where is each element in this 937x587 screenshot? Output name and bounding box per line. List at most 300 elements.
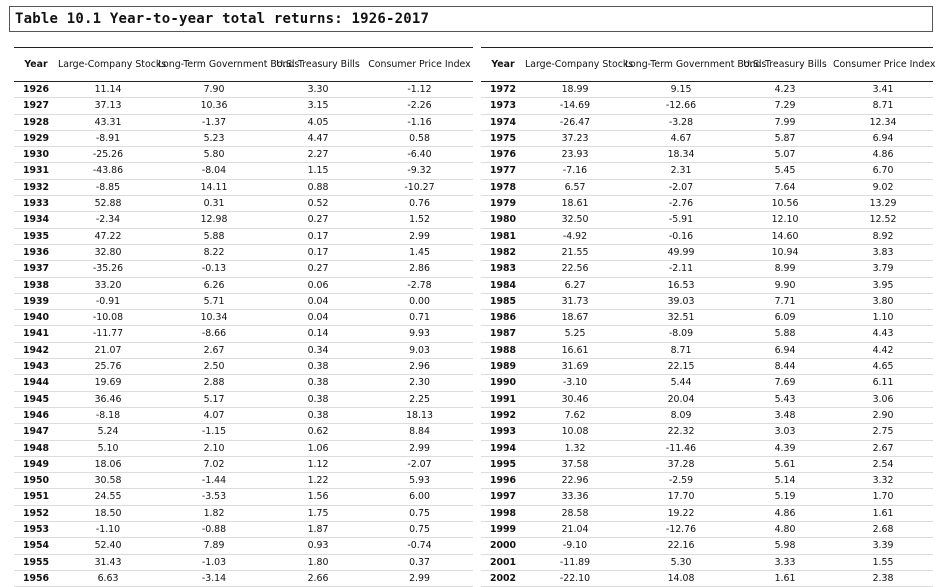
- long-term-bonds-cell: -1.15: [201, 426, 227, 438]
- year-cell: 1926: [22, 84, 50, 95]
- table-row: [481, 554, 933, 570]
- long-term-bonds-cell: 8.09: [670, 409, 692, 421]
- large-company-stocks-cell: 22.96: [561, 475, 589, 487]
- cpi-cell: -10.27: [404, 181, 435, 193]
- long-term-bonds-cell: 37.28: [667, 458, 695, 470]
- header-row: [481, 48, 933, 82]
- cpi-cell: 6.70: [872, 165, 894, 177]
- large-company-stocks-cell: 30.46: [561, 393, 589, 405]
- long-term-bonds-cell: 20.04: [667, 393, 695, 405]
- cpi-cell: -9.32: [407, 165, 432, 177]
- year-cell: 1998: [489, 507, 517, 519]
- large-company-stocks-cell: 22.56: [561, 263, 589, 275]
- long-term-bonds-cell: 22.16: [667, 540, 695, 552]
- table-row: [14, 163, 473, 179]
- table-row: [481, 163, 933, 179]
- long-term-bonds-cell: 5.17: [203, 393, 225, 405]
- large-company-stocks-cell: 36.46: [94, 393, 122, 405]
- year-cell: 1928: [22, 116, 50, 128]
- year-cell: 1978: [489, 181, 517, 193]
- treasury-bills-cell: 0.27: [307, 263, 329, 275]
- cpi-cell: 13.29: [869, 198, 897, 210]
- large-company-stocks-cell: -14.69: [559, 100, 591, 112]
- treasury-bills-cell: 10.94: [771, 246, 799, 258]
- treasury-bills-cell: 5.19: [774, 491, 796, 503]
- cpi-cell: -6.40: [407, 149, 432, 161]
- long-term-bonds-cell: 49.99: [667, 246, 695, 258]
- treasury-bills-cell: 2.66: [307, 572, 329, 584]
- treasury-bills-cell: 7.69: [774, 377, 796, 389]
- large-company-stocks-cell: 37.13: [94, 100, 122, 112]
- long-term-bonds-cell: 18.34: [667, 149, 695, 161]
- treasury-bills-cell: 0.38: [307, 377, 329, 389]
- year-cell: 1980: [489, 214, 517, 226]
- large-company-stocks-cell: -4.92: [562, 230, 588, 242]
- large-company-stocks-cell: 52.88: [94, 198, 122, 210]
- long-term-bonds-cell: 22.15: [667, 361, 695, 373]
- long-term-bonds-cell: 2.88: [203, 377, 225, 389]
- cpi-cell: 0.58: [409, 132, 430, 144]
- table-row: [481, 98, 933, 114]
- table-row: [14, 342, 473, 358]
- year-cell: 1939: [22, 295, 50, 307]
- treasury-bills-cell: 10.56: [771, 198, 799, 210]
- large-company-stocks-cell: -35.26: [92, 263, 124, 275]
- long-term-bonds-cell: 22.32: [667, 426, 695, 438]
- cpi-cell: 9.02: [872, 181, 894, 193]
- header-year: Year: [491, 59, 515, 70]
- table-row: [14, 407, 473, 423]
- treasury-bills-cell: 1.15: [307, 165, 329, 177]
- large-company-stocks-cell: -22.10: [559, 572, 591, 584]
- cpi-cell: 2.38: [872, 572, 894, 584]
- long-term-bonds-cell: -1.44: [201, 475, 227, 487]
- treasury-bills-cell: 4.80: [774, 524, 796, 536]
- long-term-bonds-cell: -11.46: [665, 442, 697, 454]
- large-company-stocks-cell: 1.32: [564, 442, 586, 454]
- large-company-stocks-cell: -11.77: [92, 328, 124, 340]
- long-term-bonds-cell: -0.16: [668, 230, 694, 242]
- year-cell: 1942: [22, 344, 50, 356]
- long-term-bonds-cell: 39.03: [667, 295, 695, 307]
- cpi-cell: 2.86: [409, 263, 430, 275]
- year-cell: 1946: [22, 409, 50, 421]
- treasury-bills-cell: 0.17: [307, 230, 329, 242]
- cpi-cell: 1.52: [409, 214, 430, 226]
- year-cell: 1952: [22, 507, 50, 519]
- year-cell: 1947: [22, 426, 50, 438]
- year-cell: 1932: [22, 181, 50, 193]
- long-term-bonds-cell: 7.02: [203, 458, 225, 470]
- treasury-bills-cell: 5.07: [774, 149, 796, 161]
- year-cell: 1985: [489, 295, 517, 307]
- table-title: Table 10.1 Year-to-year total returns: 1926-2017: [15, 11, 430, 27]
- cpi-cell: 6.11: [872, 377, 894, 389]
- year-cell: 1996: [489, 475, 517, 487]
- treasury-bills-cell: 0.04: [307, 295, 329, 307]
- long-term-bonds-cell: 5.88: [203, 230, 225, 242]
- large-company-stocks-cell: -1.10: [95, 524, 121, 536]
- year-cell: 1927: [22, 100, 50, 112]
- large-company-stocks-cell: -3.10: [562, 377, 588, 389]
- year-cell: 1994: [489, 442, 517, 454]
- year-cell: 1951: [22, 491, 50, 503]
- cpi-cell: 4.42: [872, 344, 894, 356]
- treasury-bills-cell: 8.44: [774, 361, 796, 373]
- treasury-bills-cell: 1.80: [307, 556, 329, 568]
- table-row: [481, 326, 933, 342]
- treasury-bills-cell: 3.33: [774, 556, 796, 568]
- table-row: [481, 440, 933, 456]
- table-row: [14, 293, 473, 309]
- year-cell: 2000: [489, 540, 517, 552]
- large-company-stocks-cell: 5.25: [564, 328, 586, 340]
- table-row: [14, 489, 473, 505]
- year-cell: 1988: [489, 344, 517, 356]
- year-cell: 1986: [489, 312, 517, 324]
- returns-table-right: [481, 47, 936, 587]
- treasury-bills-cell: 7.29: [774, 100, 796, 112]
- large-company-stocks-cell: -2.34: [95, 214, 121, 226]
- year-cell: 1992: [489, 409, 517, 421]
- cpi-cell: 5.93: [409, 475, 430, 487]
- large-company-stocks-cell: 25.76: [94, 361, 122, 373]
- cpi-cell: 4.86: [872, 149, 894, 161]
- table-row: [481, 244, 933, 260]
- large-company-stocks-cell: -43.86: [92, 165, 124, 177]
- year-cell: 1953: [22, 524, 50, 536]
- cpi-cell: -2.07: [407, 458, 432, 470]
- table-row: [481, 277, 933, 293]
- header-consumer-price-index: Consumer Price Index: [368, 59, 471, 70]
- year-cell: 1981: [489, 230, 517, 242]
- long-term-bonds-cell: 19.22: [667, 507, 695, 519]
- large-company-stocks-cell: 37.58: [561, 458, 589, 470]
- treasury-bills-cell: 0.34: [307, 344, 329, 356]
- large-company-stocks-cell: 6.63: [97, 572, 119, 584]
- year-cell: 1943: [22, 361, 50, 373]
- cpi-cell: 3.83: [872, 246, 894, 258]
- large-company-stocks-cell: 33.36: [561, 491, 589, 503]
- cpi-cell: 8.71: [872, 100, 894, 112]
- treasury-bills-cell: 4.39: [774, 442, 796, 454]
- header-long-term-government-bonds: Long-Term Government Bonds: [158, 59, 300, 70]
- long-term-bonds-cell: -1.03: [201, 556, 227, 568]
- large-company-stocks-cell: 16.61: [561, 344, 589, 356]
- table-row: [14, 359, 473, 375]
- treasury-bills-cell: 1.12: [307, 458, 329, 470]
- year-cell: 1997: [489, 491, 517, 503]
- cpi-cell: 0.75: [409, 507, 430, 519]
- long-term-bonds-cell: -2.11: [668, 263, 694, 275]
- long-term-bonds-cell: 10.34: [200, 312, 228, 324]
- large-company-stocks-cell: 24.55: [94, 491, 122, 503]
- cpi-cell: 2.99: [409, 572, 430, 584]
- treasury-bills-cell: 4.86: [774, 507, 796, 519]
- year-cell: 1977: [489, 165, 517, 177]
- cpi-cell: 3.39: [872, 540, 894, 552]
- long-term-bonds-cell: 8.22: [203, 246, 225, 258]
- year-cell: 1973: [489, 100, 517, 112]
- year-cell: 1955: [22, 556, 50, 568]
- long-term-bonds-cell: 5.80: [203, 149, 225, 161]
- cpi-cell: 2.67: [872, 442, 894, 454]
- large-company-stocks-cell: 32.80: [94, 246, 122, 258]
- year-cell: 1933: [22, 198, 50, 210]
- cpi-cell: -1.12: [407, 84, 432, 95]
- year-cell: 1950: [22, 475, 50, 487]
- table-row: [481, 522, 933, 538]
- long-term-bonds-cell: 9.15: [670, 84, 692, 95]
- cpi-cell: 1.70: [872, 491, 894, 503]
- table-row: [14, 375, 473, 391]
- header-treasury-bills: U.S. Treasury Bills: [276, 59, 360, 70]
- long-term-bonds-cell: 2.67: [203, 344, 225, 356]
- table-row: [14, 261, 473, 277]
- year-cell: 1995: [489, 458, 517, 470]
- cpi-cell: 9.93: [409, 328, 430, 340]
- treasury-bills-cell: 0.06: [307, 279, 329, 291]
- treasury-bills-cell: 1.06: [307, 442, 329, 454]
- header-treasury-bills: U.S. Treasury Bills: [743, 59, 827, 70]
- cpi-cell: 1.10: [872, 312, 894, 324]
- cpi-cell: 3.06: [872, 393, 894, 405]
- treasury-bills-cell: 0.27: [307, 214, 329, 226]
- long-term-bonds-cell: 4.07: [203, 409, 225, 421]
- long-term-bonds-cell: 2.50: [203, 361, 225, 373]
- cpi-cell: 1.45: [409, 246, 430, 258]
- cpi-cell: 0.37: [409, 556, 430, 568]
- treasury-bills-cell: 5.14: [774, 475, 796, 487]
- treasury-bills-cell: 0.17: [307, 246, 329, 258]
- long-term-bonds-cell: 6.26: [203, 279, 225, 291]
- large-company-stocks-cell: 33.20: [94, 279, 122, 291]
- treasury-bills-cell: 0.88: [307, 181, 329, 193]
- large-company-stocks-cell: 5.24: [97, 426, 119, 438]
- large-company-stocks-cell: 18.67: [561, 312, 589, 324]
- long-term-bonds-cell: 2.10: [203, 442, 225, 454]
- long-term-bonds-cell: 2.31: [670, 165, 692, 177]
- large-company-stocks-cell: 28.58: [561, 507, 589, 519]
- large-company-stocks-cell: 31.73: [561, 295, 589, 307]
- year-cell: 1975: [489, 132, 517, 144]
- table-row: [14, 554, 473, 570]
- cpi-cell: 0.76: [409, 198, 430, 210]
- treasury-bills-cell: 0.38: [307, 393, 329, 405]
- treasury-bills-cell: 12.10: [771, 214, 799, 226]
- long-term-bonds-cell: -8.09: [668, 328, 694, 340]
- year-cell: 1929: [22, 132, 50, 144]
- table-row: [481, 538, 933, 554]
- returns-table-left: [14, 47, 473, 587]
- cpi-cell: 3.95: [872, 279, 894, 291]
- treasury-bills-cell: 5.45: [774, 165, 796, 177]
- table-row: [481, 505, 933, 521]
- large-company-stocks-cell: 18.06: [94, 458, 122, 470]
- large-company-stocks-cell: 19.69: [94, 377, 122, 389]
- year-cell: 1949: [22, 458, 50, 470]
- long-term-bonds-cell: -2.07: [668, 181, 694, 193]
- large-company-stocks-cell: -11.89: [559, 556, 591, 568]
- year-cell: 1948: [22, 442, 50, 454]
- large-company-stocks-cell: 31.43: [94, 556, 122, 568]
- long-term-bonds-cell: 5.44: [670, 377, 692, 389]
- cpi-cell: 3.32: [872, 475, 894, 487]
- table-row: [14, 82, 473, 98]
- large-company-stocks-cell: 21.04: [561, 524, 589, 536]
- large-company-stocks-cell: 11.14: [94, 84, 122, 95]
- table-row: [14, 570, 473, 586]
- treasury-bills-cell: 5.98: [774, 540, 796, 552]
- cpi-cell: 2.90: [872, 409, 894, 421]
- long-term-bonds-cell: -0.88: [201, 524, 227, 536]
- treasury-bills-cell: 5.61: [774, 458, 796, 470]
- treasury-bills-cell: 5.87: [774, 132, 796, 144]
- table-row: [14, 310, 473, 326]
- treasury-bills-cell: 4.05: [307, 116, 329, 128]
- year-cell: 1938: [22, 279, 50, 291]
- table-row: [481, 424, 933, 440]
- cpi-cell: 8.92: [872, 230, 894, 242]
- large-company-stocks-cell: 52.40: [94, 540, 122, 552]
- large-company-stocks-cell: 5.10: [97, 442, 119, 454]
- cpi-cell: 2.75: [872, 426, 894, 438]
- treasury-bills-cell: 1.56: [307, 491, 329, 503]
- table-body-left: [14, 82, 473, 587]
- table-body-right: [481, 82, 933, 587]
- year-cell: 1983: [489, 263, 517, 275]
- year-cell: 1982: [489, 246, 517, 258]
- treasury-bills-cell: 0.38: [307, 361, 329, 373]
- treasury-bills-cell: 7.99: [774, 116, 796, 128]
- large-company-stocks-cell: 30.58: [94, 475, 122, 487]
- long-term-bonds-cell: -0.13: [201, 263, 227, 275]
- long-term-bonds-cell: 5.23: [203, 132, 225, 144]
- cpi-cell: 2.96: [409, 361, 430, 373]
- table-row: [14, 391, 473, 407]
- long-term-bonds-cell: 7.90: [203, 84, 225, 95]
- year-cell: 1989: [489, 361, 517, 373]
- long-term-bonds-cell: -3.28: [668, 116, 694, 128]
- treasury-bills-cell: 2.27: [307, 149, 329, 161]
- cpi-cell: 12.52: [869, 214, 897, 226]
- table-row: [481, 114, 933, 130]
- large-company-stocks-cell: 23.93: [561, 149, 589, 161]
- cpi-cell: 9.03: [409, 344, 430, 356]
- year-cell: 1945: [22, 393, 50, 405]
- header-large-company-stocks: Large-Company Stocks: [525, 59, 634, 70]
- long-term-bonds-cell: -8.66: [201, 328, 227, 340]
- table-row: [481, 293, 933, 309]
- large-company-stocks-cell: 18.99: [561, 84, 589, 95]
- year-cell: 1976: [489, 149, 517, 161]
- table-row: [14, 440, 473, 456]
- table-row: [481, 456, 933, 472]
- year-cell: 1993: [489, 426, 517, 438]
- year-cell: 1937: [22, 263, 50, 275]
- treasury-bills-cell: 3.03: [774, 426, 796, 438]
- large-company-stocks-cell: 21.55: [561, 246, 589, 258]
- table-row: [481, 407, 933, 423]
- treasury-bills-cell: 1.22: [307, 475, 329, 487]
- year-cell: 1941: [22, 328, 50, 340]
- year-cell: 1935: [22, 230, 50, 242]
- long-term-bonds-cell: -8.04: [201, 165, 227, 177]
- table-row: [481, 147, 933, 163]
- table-row: [481, 179, 933, 195]
- table-row: [481, 570, 933, 586]
- treasury-bills-cell: 3.15: [307, 100, 329, 112]
- treasury-bills-cell: 0.38: [307, 409, 329, 421]
- year-cell: 1940: [22, 312, 50, 324]
- large-company-stocks-cell: -8.91: [95, 132, 121, 144]
- large-company-stocks-cell: -25.26: [92, 149, 124, 161]
- long-term-bonds-cell: 1.82: [203, 507, 225, 519]
- cpi-cell: 4.65: [872, 361, 894, 373]
- table-row: [481, 130, 933, 146]
- treasury-bills-cell: 4.47: [307, 132, 329, 144]
- treasury-bills-cell: 7.71: [774, 295, 796, 307]
- cpi-cell: -0.74: [407, 540, 432, 552]
- table-row: [481, 489, 933, 505]
- large-company-stocks-cell: 47.22: [94, 230, 122, 242]
- table-row: [481, 310, 933, 326]
- cpi-cell: 3.79: [872, 263, 894, 275]
- cpi-cell: 18.13: [406, 409, 433, 421]
- large-company-stocks-cell: 31.69: [561, 361, 589, 373]
- treasury-bills-cell: 4.23: [774, 84, 796, 95]
- table-row: [481, 228, 933, 244]
- long-term-bonds-cell: 7.89: [203, 540, 225, 552]
- cpi-cell: 12.34: [869, 116, 897, 128]
- cpi-cell: 2.99: [409, 230, 430, 242]
- large-company-stocks-cell: 43.31: [94, 116, 122, 128]
- table-row: [481, 261, 933, 277]
- large-company-stocks-cell: 32.50: [561, 214, 589, 226]
- long-term-bonds-cell: 12.98: [200, 214, 228, 226]
- table-row: [14, 98, 473, 114]
- year-cell: 1944: [22, 377, 50, 389]
- large-company-stocks-cell: 7.62: [564, 409, 586, 421]
- large-company-stocks-cell: -0.91: [95, 295, 121, 307]
- cpi-cell: 1.55: [872, 556, 894, 568]
- cpi-cell: 1.61: [872, 507, 894, 519]
- treasury-bills-cell: 5.43: [774, 393, 796, 405]
- table-row: [481, 212, 933, 228]
- cpi-cell: 2.68: [872, 524, 894, 536]
- large-company-stocks-cell: 6.27: [564, 279, 586, 291]
- year-cell: 1999: [489, 524, 517, 536]
- header-year: Year: [24, 59, 48, 70]
- cpi-cell: 6.94: [872, 132, 894, 144]
- table-row: [14, 424, 473, 440]
- long-term-bonds-cell: 8.71: [670, 344, 692, 356]
- table-row: [14, 212, 473, 228]
- long-term-bonds-cell: -1.37: [201, 116, 227, 128]
- table-row: [481, 342, 933, 358]
- year-cell: 1991: [489, 393, 517, 405]
- year-cell: 1984: [489, 279, 517, 291]
- treasury-bills-cell: 3.48: [774, 409, 796, 421]
- year-cell: 1990: [489, 377, 517, 389]
- long-term-bonds-cell: -2.59: [668, 475, 694, 487]
- treasury-bills-cell: 3.30: [307, 84, 329, 95]
- large-company-stocks-cell: -10.08: [92, 312, 124, 324]
- header-long-term-government-bonds: Long-Term Government Bonds: [625, 59, 767, 70]
- cpi-cell: 0.00: [409, 295, 430, 307]
- table-row: [14, 522, 473, 538]
- table-row: [14, 130, 473, 146]
